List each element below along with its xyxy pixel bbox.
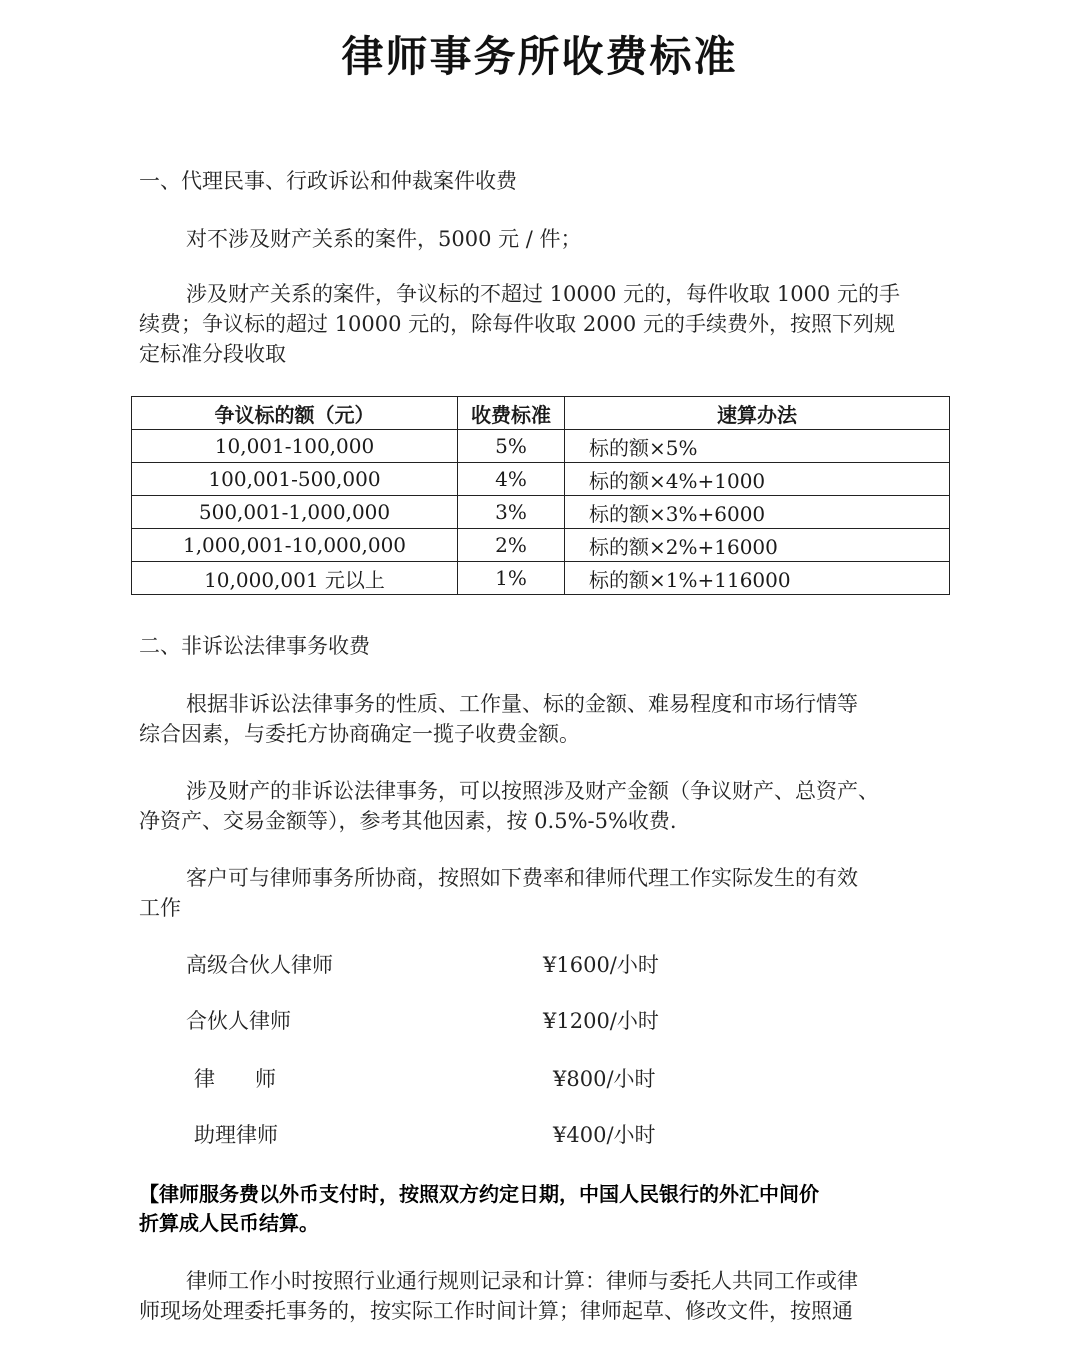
table-row bbox=[132, 562, 950, 595]
section2-para3-line2: 工作 bbox=[139, 896, 181, 920]
fee-table-header-row bbox=[132, 397, 950, 430]
section2-heading: 二、非诉讼法律事务收费 bbox=[139, 634, 370, 658]
closing-para-line1: 律师工作小时按照行业通行规则记录和计算：律师与委托人共同工作或律 bbox=[186, 1269, 858, 1293]
cell-range: 500,001-1,000,000 bbox=[132, 496, 458, 529]
section1-para1: 对不涉及财产关系的案件，5000 元 / 件； bbox=[186, 227, 582, 251]
cell-rate: 2% bbox=[458, 529, 565, 562]
cell-rate: 5% bbox=[458, 430, 565, 463]
rate-value: ¥1200/小时 bbox=[543, 1009, 659, 1033]
table-row bbox=[132, 463, 950, 496]
section1-heading: 一、代理民事、行政诉讼和仲裁案件收费 bbox=[139, 169, 517, 193]
cell-formula: 标的额×2%+16000 bbox=[565, 529, 950, 562]
closing-para-line2: 师现场处理委托事务的，按实际工作时间计算；律师起草、修改文件，按照通 bbox=[139, 1299, 853, 1323]
cell-range: 10,000,001 元以上 bbox=[132, 562, 458, 595]
foreign-currency-notice-line2: 折算成人民币结算。 bbox=[139, 1211, 319, 1235]
section2-para3-line1: 客户可与律师事务所协商，按照如下费率和律师代理工作实际发生的有效 bbox=[186, 866, 858, 890]
cell-range: 1,000,001-10,000,000 bbox=[132, 529, 458, 562]
header-fee-rate: 收费标准 bbox=[458, 397, 565, 430]
table-row bbox=[132, 430, 950, 463]
header-quick-formula: 速算办法 bbox=[565, 397, 950, 430]
foreign-currency-notice-line1: 【律师服务费以外币支付时，按照双方约定日期，中国人民银行的外汇中间价 bbox=[139, 1182, 819, 1206]
cell-rate: 1% bbox=[458, 562, 565, 595]
section2-para2-line1: 涉及财产的非诉讼法律事务，可以按照涉及财产金额（争议财产、总资产、 bbox=[186, 779, 879, 803]
cell-formula: 标的额×3%+6000 bbox=[565, 496, 950, 529]
cell-range: 100,001-500,000 bbox=[132, 463, 458, 496]
cell-range: 10,001-100,000 bbox=[132, 430, 458, 463]
fee-table bbox=[131, 396, 950, 595]
section1-para2-line1: 涉及财产关系的案件，争议标的不超过 10000 元的，每件收取 1000 元的手 bbox=[186, 282, 900, 306]
cell-formula: 标的额×5% bbox=[565, 430, 950, 463]
rate-role: 合伙人律师 bbox=[186, 1009, 291, 1033]
rate-value: ¥800/小时 bbox=[553, 1067, 656, 1091]
section1-para2-line2: 续费；争议标的超过 10000 元的，除每件收取 2000 元的手续费外，按照下列规 bbox=[139, 312, 895, 336]
cell-formula: 标的额×4%+1000 bbox=[565, 463, 950, 496]
table-row bbox=[132, 496, 950, 529]
table-row bbox=[132, 529, 950, 562]
rate-role: 高级合伙人律师 bbox=[186, 953, 333, 977]
rate-role: 律 师 bbox=[194, 1067, 277, 1091]
header-dispute-amount: 争议标的额（元） bbox=[132, 397, 458, 430]
rate-value: ¥1600/小时 bbox=[543, 953, 659, 977]
rate-value: ¥400/小时 bbox=[553, 1123, 656, 1147]
section2-para1-line2: 综合因素，与委托方协商确定一揽子收费金额。 bbox=[139, 722, 580, 746]
page-title: 律师事务所收费标准 bbox=[341, 32, 738, 81]
section1-para2-line3: 定标准分段收取 bbox=[139, 342, 286, 366]
cell-rate: 4% bbox=[458, 463, 565, 496]
rate-role: 助理律师 bbox=[194, 1123, 278, 1147]
cell-formula: 标的额×1%+116000 bbox=[565, 562, 950, 595]
section2-para2-line2: 净资产、交易金额等），参考其他因素，按 0.5%-5%收费. bbox=[139, 809, 677, 833]
section2-para1-line1: 根据非诉讼法律事务的性质、工作量、标的金额、难易程度和市场行情等 bbox=[186, 692, 858, 716]
cell-rate: 3% bbox=[458, 496, 565, 529]
